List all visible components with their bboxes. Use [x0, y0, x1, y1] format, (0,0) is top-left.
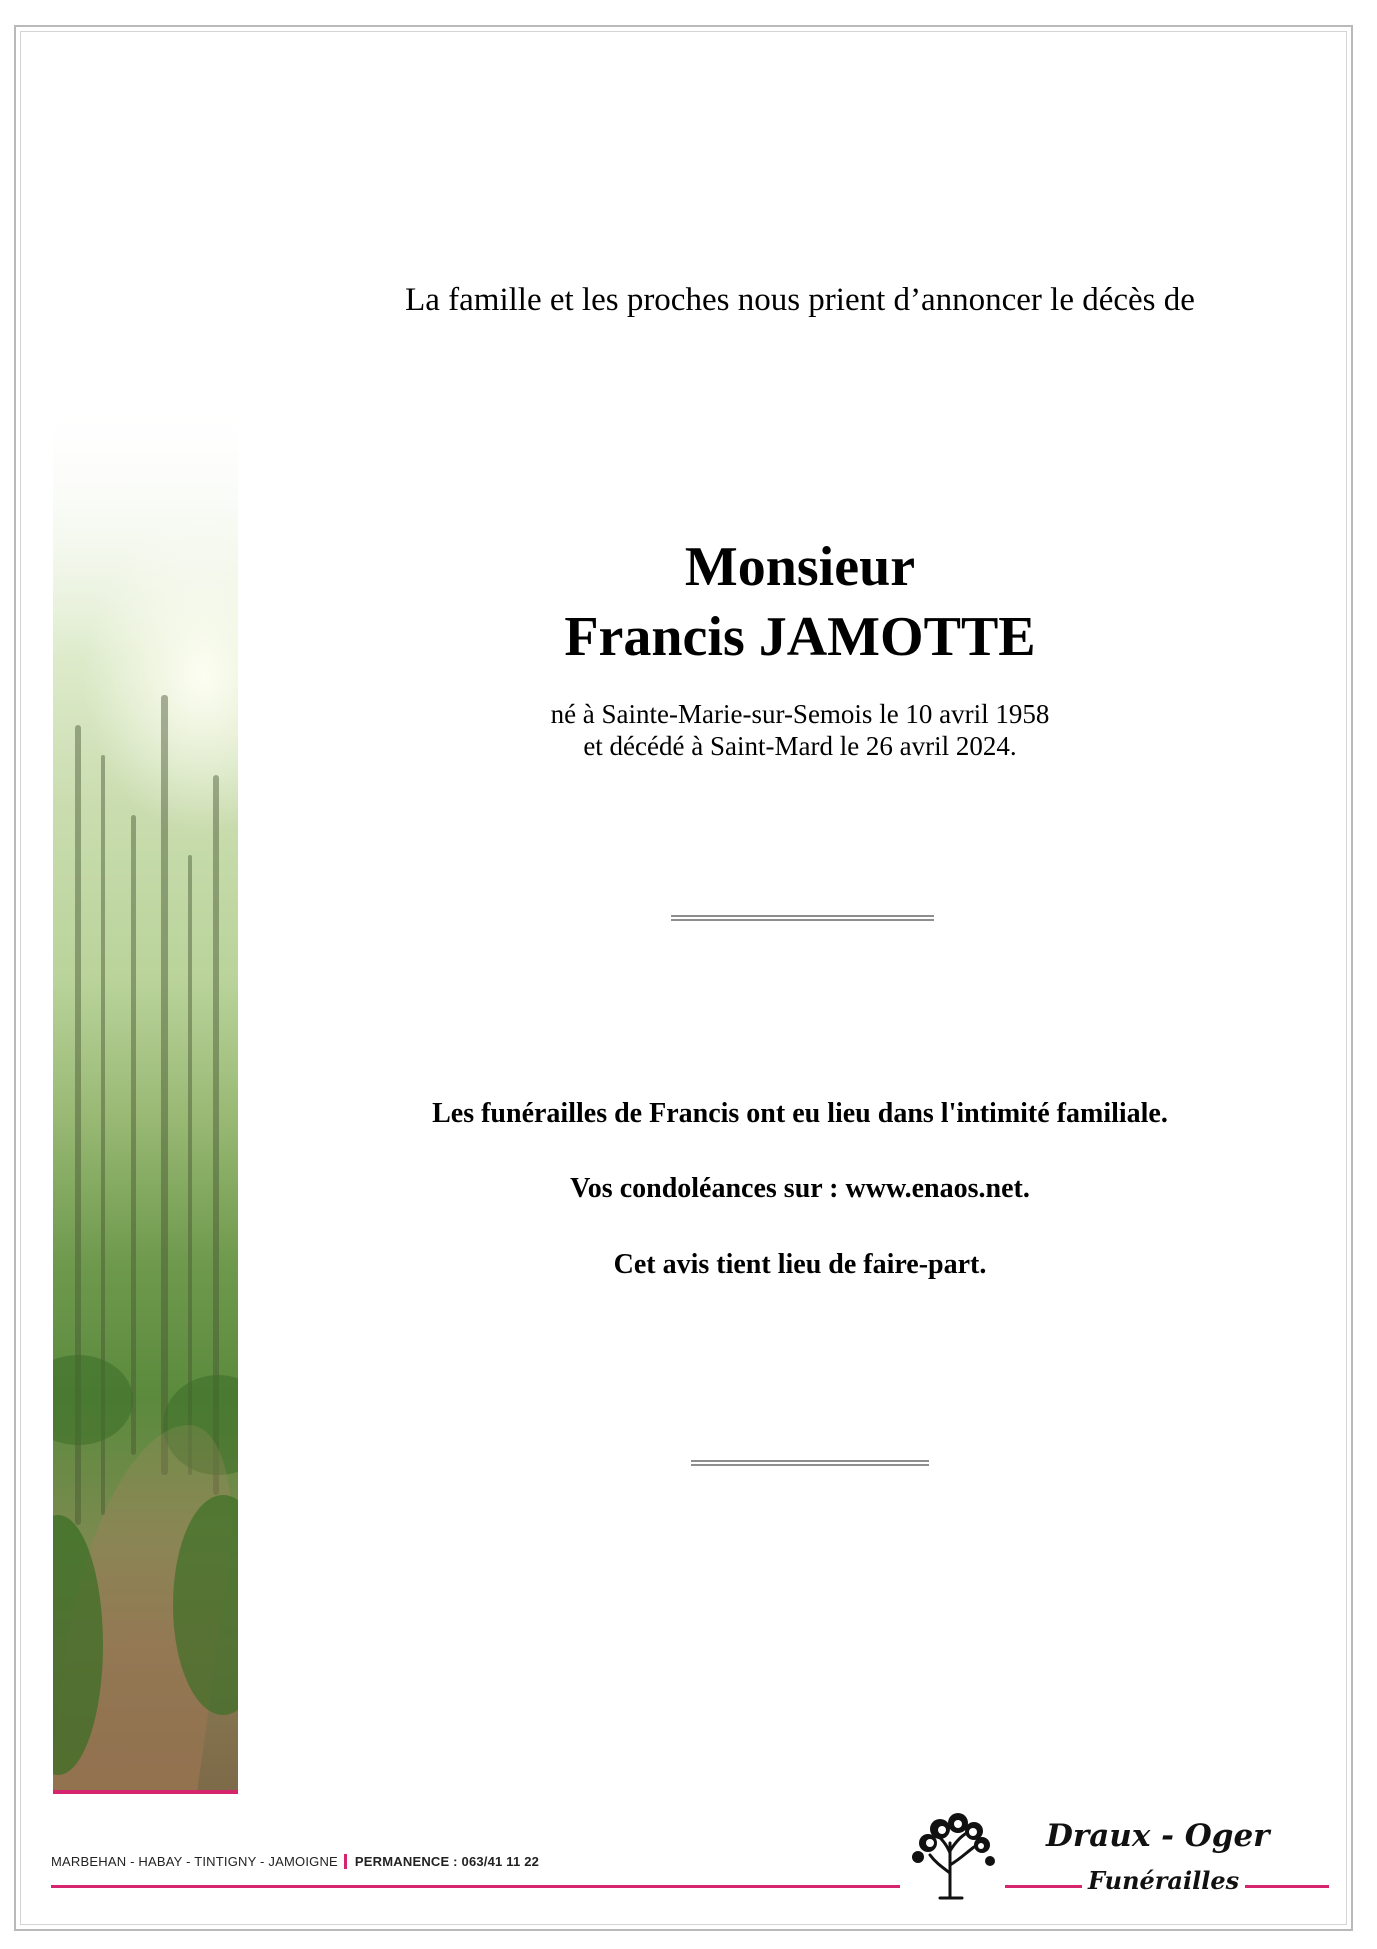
forest-underline	[53, 1790, 238, 1794]
notice-message: Cet avis tient lieu de faire-part.	[613, 1249, 987, 1280]
deceased-name: Francis JAMOTTE	[564, 606, 1036, 668]
death-info: et décédé à Saint-Mard le 26 avril 2024.	[583, 731, 1017, 761]
company-name: Draux - Oger	[1040, 1818, 1282, 1854]
intro-text: La famille et les proches nous prient d’annoncer le décès de	[405, 282, 1195, 318]
footer-permanence: PERMANENCE : 063/41 11 22	[354, 1854, 540, 1869]
birth-info: né à Sainte-Marie-sur-Semois le 10 avril 1958	[550, 699, 1050, 729]
footer-locations: MARBEHAN - HABAY - TINTIGNY - JAMOIGNE	[51, 1854, 338, 1869]
forest-path-image	[53, 395, 238, 1790]
funeral-message: Les funérailles de Francis ont eu lieu dans l'intimité familiale.	[432, 1098, 1168, 1129]
condolences-message: Vos condoléances sur : www.enaos.net.	[570, 1173, 1030, 1204]
separator-bottom	[691, 1460, 929, 1466]
deceased-title: Monsieur	[684, 536, 916, 598]
company-subtitle: Funérailles	[1082, 1866, 1245, 1895]
tree-logo-icon	[900, 1803, 1005, 1901]
footer-divider	[344, 1854, 347, 1869]
separator-top	[671, 915, 934, 921]
footer-contact	[51, 1854, 539, 1869]
